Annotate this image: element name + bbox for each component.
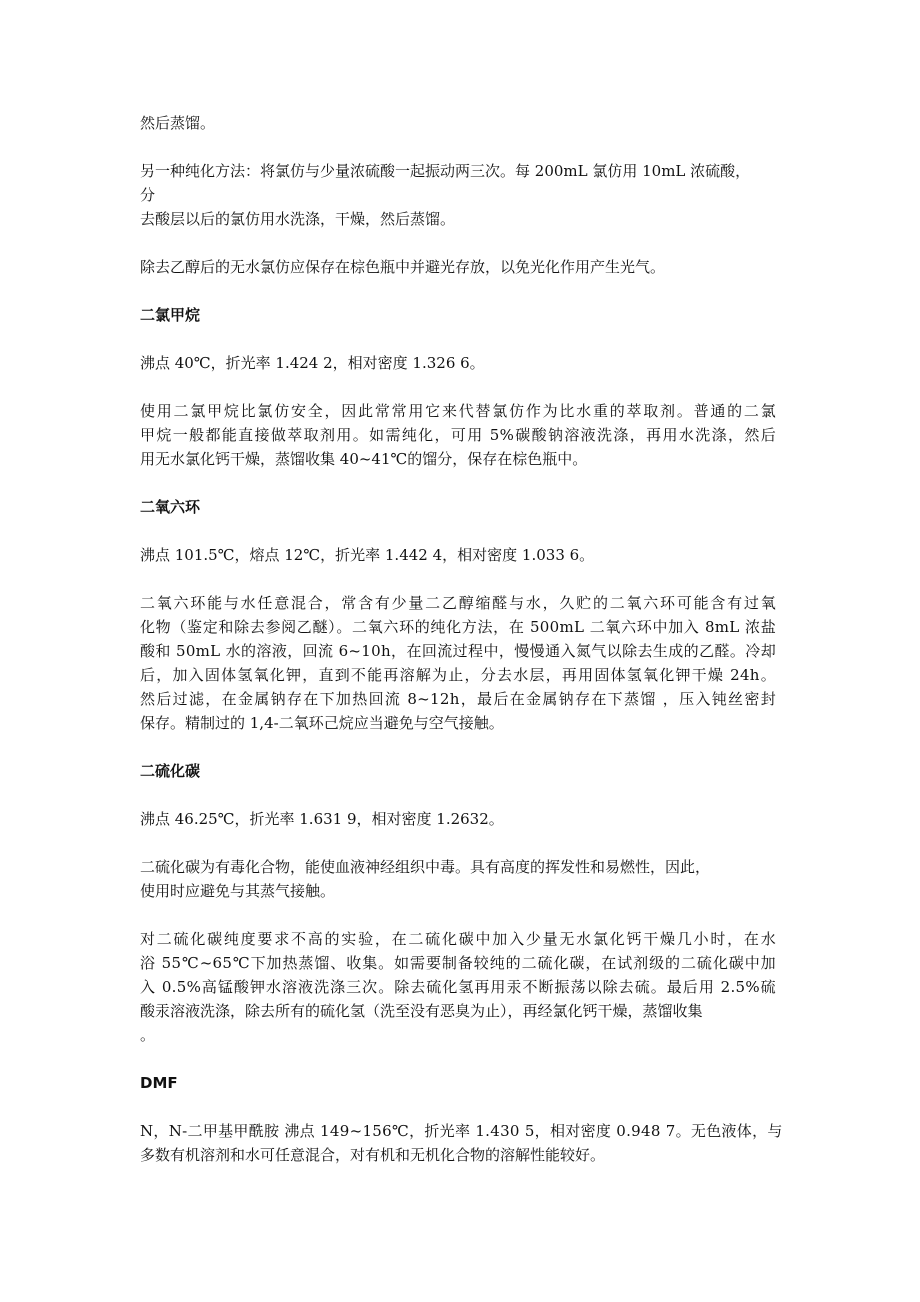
paragraph-alt-method-line: 去酸层以后的氯仿用水洗涤，干燥，然后蒸馏。 <box>140 210 456 228</box>
description-line: 用无水氯化钙干燥，蒸馏收集 40~41℃的馏分，保存在棕色瓶中。 <box>140 450 588 468</box>
properties-dioxane: 沸点 101.5℃，熔点 12℃，折光率 1.442 4，相对密度 1.033 6。 <box>140 546 595 564</box>
properties-dichloromethane: 沸点 40℃，折光率 1.424 2，相对密度 1.326 6。 <box>140 354 485 372</box>
description-line: 保存。精制过的 1,4-二氧环己烷应当避免与空气接触。 <box>140 714 504 732</box>
spacer <box>140 783 800 807</box>
description-line: 酸和 50mL 水的溶液，回流 6~10h，在回流过程中，慢慢通入氮气以除去生成的乙醛。冷却 <box>140 642 776 660</box>
section-heading-dichloromethane: 二氯甲烷 <box>140 306 201 324</box>
spacer <box>140 135 800 159</box>
section-heading-dmf: DMF <box>140 1074 178 1092</box>
description-line: 二硫化碳为有毒化合物，能使血液神经组织中毒。具有高度的挥发性和易燃性，因此， <box>140 858 711 876</box>
section-heading-carbon-disulfide: 二硫化碳 <box>140 762 201 780</box>
description-line: 二氧六环能与水任意混合，常含有少量二乙醇缩醛与水，久贮的二氧六环可能含有过氧 <box>140 594 776 612</box>
description-line: 浴 55℃~65℃下加热蒸馏、收集。如需要制备较纯的二硫化碳，在试剂级的二硫化碳中加 <box>140 954 776 972</box>
description-line: 对二硫化碳纯度要求不高的实验，在二硫化碳中加入少量无水氯化钙干燥几小时，在水 <box>140 930 776 948</box>
spacer <box>140 327 800 351</box>
description-line: 使用时应避免与其蒸气接触。 <box>140 882 336 900</box>
description-line: N，N-二甲基甲酰胺 沸点 149~156℃，折光率 1.430 5，相对密度 0.948 7。无色液体，与 <box>140 1122 783 1140</box>
description-line: 化物（鉴定和除去参阅乙醚）。二氧六环的纯化方法，在 500mL 二氧六环中加入 8mL 浓盐 <box>140 618 776 636</box>
spacer <box>140 1095 800 1119</box>
description-line: 入 0.5%高锰酸钾水溶液洗涤三次。除去硫化氢再用汞不断振荡以除去硫。最后用 2.5%硫 <box>140 978 776 996</box>
spacer <box>140 279 800 303</box>
description-line: 。 <box>140 1026 156 1044</box>
spacer <box>140 567 800 591</box>
spacer <box>140 471 800 495</box>
description-line: 酸汞溶液洗涤，除去所有的硫化氢（洗至没有恶臭为止），再经氯化钙干燥，蒸馏收集 <box>140 1002 703 1020</box>
document-page <box>140 111 800 1167</box>
paragraph-intro: 然后蒸馏。 <box>140 114 216 132</box>
spacer <box>140 735 800 759</box>
properties-carbon-disulfide: 沸点 46.25℃，折光率 1.631 9，相对密度 1.2632。 <box>140 810 504 828</box>
spacer <box>140 231 800 255</box>
description-line: 多数有机溶剂和水可任意混合，对有机和无机化合物的溶解性能较好。 <box>140 1146 606 1164</box>
spacer <box>140 903 800 927</box>
description-line: 使用二氯甲烷比氯仿安全，因此常常用它来代替氯仿作为比水重的萃取剂。普通的二氯 <box>140 402 776 420</box>
section-heading-dioxane: 二氧六环 <box>140 498 201 516</box>
spacer <box>140 375 800 399</box>
paragraph-alt-method-line: 分 <box>140 186 156 204</box>
spacer <box>140 1047 800 1071</box>
paragraph-storage: 除去乙醇后的无水氯仿应保存在棕色瓶中并避光存放，以免光化作用产生光气。 <box>140 258 666 276</box>
spacer <box>140 831 800 855</box>
description-line: 后，加入固体氢氧化钾，直到不能再溶解为止，分去水层，再用固体氢氧化钾干燥 24h。 <box>140 666 776 684</box>
description-line: 甲烷一般都能直接做萃取剂用。如需纯化，可用 5%碳酸钠溶液洗涤，再用水洗涤，然后 <box>140 426 776 444</box>
paragraph-alt-method-line: 另一种纯化方法：将氯仿与少量浓硫酸一起振动两三次。每 200mL 氯仿用 10mL 浓硫酸， <box>140 162 751 180</box>
spacer <box>140 519 800 543</box>
description-line: 然后过滤，在金属钠存在下加热回流 8~12h，最后在金属钠存在下蒸馏 ，压入钝丝密封 <box>140 690 776 708</box>
